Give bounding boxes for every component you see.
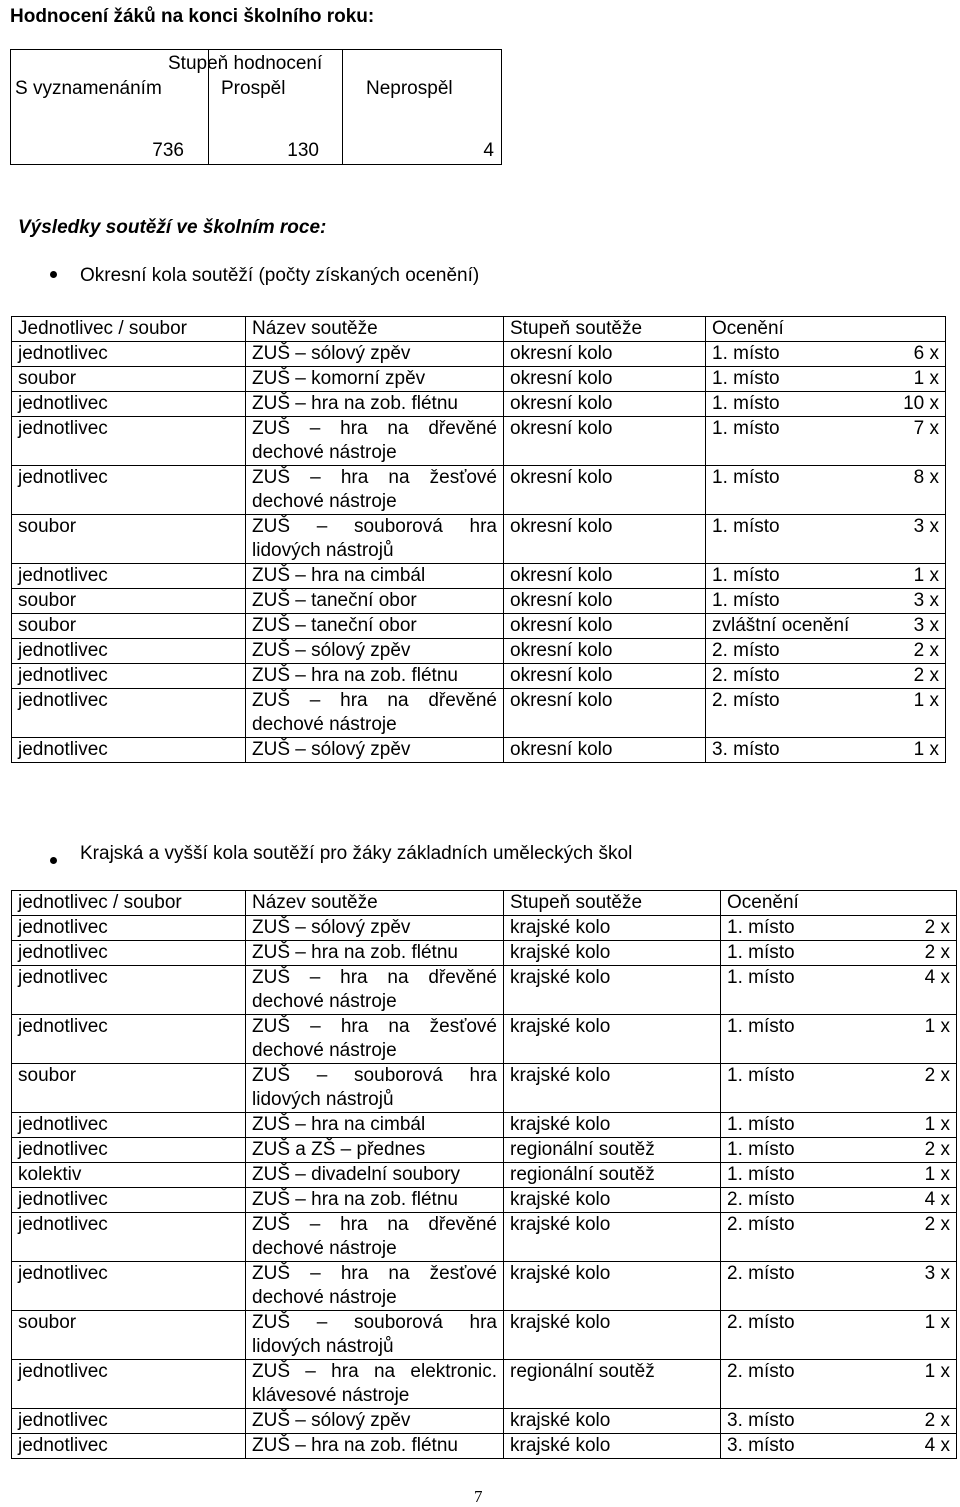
- summary-group-header: Stupeň hodnocení: [168, 53, 323, 74]
- award-count: 2 x: [924, 1410, 950, 1431]
- award-cell: [706, 367, 946, 392]
- bullet-icon: [50, 271, 57, 278]
- award-place: 2. místo: [712, 640, 780, 661]
- table-row: [12, 1113, 957, 1138]
- table-row: [12, 417, 946, 466]
- award-cell: [721, 1360, 957, 1409]
- competition-level-cell: krajské kolo: [504, 1434, 721, 1459]
- participant-type-cell: jednotlivec: [12, 1409, 246, 1434]
- table-row: [12, 1311, 957, 1360]
- table-header-cell: Ocenění: [706, 317, 946, 342]
- award-cell: [721, 1434, 957, 1459]
- competition-name-cell: ZUŠ – hra na žesťové dechové nástroje: [246, 466, 504, 515]
- award-place: 1. místo: [712, 418, 780, 439]
- table-row: [12, 342, 946, 367]
- award-count: 2 x: [913, 665, 939, 686]
- table-row: [12, 941, 957, 966]
- district-competitions-table: [11, 316, 946, 763]
- competition-name-cell: ZUŠ – hra na zob. flétnu: [246, 1188, 504, 1213]
- table-row: [12, 1262, 957, 1311]
- table-row: [12, 367, 946, 392]
- page-number: 7: [474, 1487, 483, 1506]
- competition-level-cell: krajské kolo: [504, 1064, 721, 1113]
- section-heading-grades: Hodnocení žáků na konci školního roku:: [10, 6, 375, 27]
- participant-type-cell: soubor: [12, 1064, 246, 1113]
- competition-name-cell: ZUŠ – sólový zpěv: [246, 916, 504, 941]
- award-count: 1 x: [924, 1114, 950, 1135]
- award-count: 1 x: [924, 1312, 950, 1333]
- award-cell: [721, 1015, 957, 1064]
- competition-name-cell: ZUŠ – sólový zpěv: [246, 1409, 504, 1434]
- table-header-row: [12, 317, 946, 342]
- competition-name-cell: ZUŠ – sólový zpěv: [246, 342, 504, 367]
- table-row: [12, 689, 946, 738]
- award-cell: [706, 639, 946, 664]
- competition-level-cell: regionální soutěž: [504, 1360, 721, 1409]
- competition-level-cell: okresní kolo: [504, 664, 706, 689]
- award-place: 2. místo: [712, 665, 780, 686]
- award-place: 1. místo: [712, 516, 780, 537]
- table-row: [12, 1409, 957, 1434]
- table-header-cell: jednotlivec / soubor: [12, 891, 246, 916]
- table-row: [12, 589, 946, 614]
- award-place: 1. místo: [727, 917, 795, 938]
- competition-level-cell: krajské kolo: [504, 1015, 721, 1064]
- table-row: [12, 639, 946, 664]
- competition-level-cell: krajské kolo: [504, 1188, 721, 1213]
- award-cell: [706, 466, 946, 515]
- participant-type-cell: soubor: [12, 367, 246, 392]
- award-cell: [721, 1138, 957, 1163]
- competition-level-cell: krajské kolo: [504, 941, 721, 966]
- award-cell: [721, 966, 957, 1015]
- award-cell: [706, 738, 946, 763]
- award-cell: [706, 664, 946, 689]
- competition-name-cell: ZUŠ – hra na zob. flétnu: [246, 1434, 504, 1459]
- award-cell: [721, 1262, 957, 1311]
- table-header-cell: Ocenění: [721, 891, 957, 916]
- competition-level-cell: krajské kolo: [504, 1409, 721, 1434]
- competition-level-cell: okresní kolo: [504, 564, 706, 589]
- award-cell: [721, 1163, 957, 1188]
- award-count: 4 x: [924, 1189, 950, 1210]
- participant-type-cell: jednotlivec: [12, 342, 246, 367]
- award-count: 1 x: [913, 739, 939, 760]
- competition-level-cell: okresní kolo: [504, 515, 706, 564]
- award-place: 1. místo: [727, 1065, 795, 1086]
- grades-summary-table: [10, 49, 502, 165]
- award-count: 2 x: [924, 1139, 950, 1160]
- award-cell: [721, 916, 957, 941]
- award-place: 2. místo: [727, 1214, 795, 1235]
- award-place: zvláštní ocenění: [712, 615, 850, 636]
- award-place: 1. místo: [727, 967, 795, 988]
- participant-type-cell: jednotlivec: [12, 417, 246, 466]
- table-row: [12, 916, 957, 941]
- award-cell: [721, 1213, 957, 1262]
- participant-type-cell: jednotlivec: [12, 1213, 246, 1262]
- award-place: 1. místo: [712, 343, 780, 364]
- award-place: 1. místo: [727, 942, 795, 963]
- award-count: 7 x: [913, 418, 939, 439]
- participant-type-cell: jednotlivec: [12, 1360, 246, 1409]
- participant-type-cell: jednotlivec: [12, 916, 246, 941]
- participant-type-cell: jednotlivec: [12, 738, 246, 763]
- participant-type-cell: jednotlivec: [12, 1434, 246, 1459]
- table-row: [12, 1213, 957, 1262]
- competition-level-cell: okresní kolo: [504, 392, 706, 417]
- table-header-row: [12, 891, 957, 916]
- participant-type-cell: jednotlivec: [12, 392, 246, 417]
- competition-name-cell: ZUŠ – taneční obor: [246, 614, 504, 639]
- table-row: [12, 564, 946, 589]
- participant-type-cell: jednotlivec: [12, 941, 246, 966]
- participant-type-cell: soubor: [12, 614, 246, 639]
- competition-name-cell: ZUŠ – hra na cimbál: [246, 1113, 504, 1138]
- summary-col-header: Prospěl: [221, 78, 286, 99]
- award-count: 6 x: [913, 343, 939, 364]
- competition-name-cell: ZUŠ – souborová hra lidových nástrojů: [246, 515, 504, 564]
- competition-level-cell: krajské kolo: [504, 966, 721, 1015]
- participant-type-cell: soubor: [12, 1311, 246, 1360]
- column-divider: [342, 50, 343, 164]
- award-place: 2. místo: [727, 1189, 795, 1210]
- participant-type-cell: soubor: [12, 515, 246, 564]
- award-place: 1. místo: [727, 1164, 795, 1185]
- table-row: [12, 1015, 957, 1064]
- participant-type-cell: jednotlivec: [12, 1262, 246, 1311]
- competition-name-cell: ZUŠ – hra na zob. flétnu: [246, 941, 504, 966]
- award-count: 8 x: [913, 467, 939, 488]
- award-place: 3. místo: [727, 1410, 795, 1431]
- award-count: 3 x: [913, 516, 939, 537]
- competition-level-cell: regionální soutěž: [504, 1163, 721, 1188]
- table-header-cell: Jednotlivec / soubor: [12, 317, 246, 342]
- award-cell: [721, 1064, 957, 1113]
- competition-name-cell: ZUŠ – hra na dřevěné dechové nástroje: [246, 966, 504, 1015]
- competition-name-cell: ZUŠ – hra na dřevěné dechové nástroje: [246, 417, 504, 466]
- competition-name-cell: ZUŠ – hra na dřevěné dechové nástroje: [246, 689, 504, 738]
- table-row: [12, 466, 946, 515]
- competition-name-cell: ZUŠ – sólový zpěv: [246, 738, 504, 763]
- award-cell: [706, 392, 946, 417]
- award-place: 1. místo: [727, 1139, 795, 1160]
- table-row: [12, 1188, 957, 1213]
- participant-type-cell: jednotlivec: [12, 639, 246, 664]
- award-cell: [706, 417, 946, 466]
- award-cell: [721, 1311, 957, 1360]
- column-divider: [501, 50, 502, 164]
- table-header-cell: Stupeň soutěže: [504, 891, 721, 916]
- award-count: 1 x: [924, 1164, 950, 1185]
- award-place: 2. místo: [727, 1263, 795, 1284]
- award-place: 1. místo: [712, 368, 780, 389]
- participant-type-cell: soubor: [12, 589, 246, 614]
- award-count: 1 x: [924, 1361, 950, 1382]
- award-cell: [721, 1188, 957, 1213]
- table-header-cell: Název soutěže: [246, 891, 504, 916]
- competition-name-cell: ZUŠ – hra na žesťové dechové nástroje: [246, 1262, 504, 1311]
- table-row: [12, 392, 946, 417]
- bullet-icon: [50, 857, 57, 864]
- table-row: [12, 966, 957, 1015]
- award-cell: [721, 1113, 957, 1138]
- award-count: 1 x: [924, 1016, 950, 1037]
- competition-name-cell: ZUŠ – divadelní soubory: [246, 1163, 504, 1188]
- summary-col-header: Neprospěl: [366, 78, 453, 99]
- participant-type-cell: jednotlivec: [12, 466, 246, 515]
- competition-name-cell: ZUŠ – taneční obor: [246, 589, 504, 614]
- table-row: [12, 614, 946, 639]
- competition-level-cell: okresní kolo: [504, 466, 706, 515]
- table-row: [12, 664, 946, 689]
- award-place: 1. místo: [727, 1114, 795, 1135]
- award-cell: [721, 941, 957, 966]
- competition-name-cell: ZUŠ – sólový zpěv: [246, 639, 504, 664]
- award-place: 1. místo: [712, 467, 780, 488]
- competition-name-cell: ZUŠ – hra na elektronic. klávesové nástroje: [246, 1360, 504, 1409]
- award-cell: [706, 589, 946, 614]
- competition-level-cell: okresní kolo: [504, 614, 706, 639]
- section-heading-competitions: Výsledky soutěží ve školním roce:: [18, 217, 327, 238]
- participant-type-cell: jednotlivec: [12, 1113, 246, 1138]
- table-row: [12, 738, 946, 763]
- award-place: 3. místo: [727, 1435, 795, 1456]
- table-row: [12, 1064, 957, 1113]
- award-count: 2 x: [924, 1214, 950, 1235]
- award-place: 2. místo: [712, 690, 780, 711]
- summary-col-header: S vyznamenáním: [15, 78, 162, 99]
- award-cell: [706, 689, 946, 738]
- competition-name-cell: ZUŠ – hra na cimbál: [246, 564, 504, 589]
- regional-competitions-table: [11, 890, 957, 1459]
- award-place: 1. místo: [727, 1016, 795, 1037]
- table-header-cell: Stupeň soutěže: [504, 317, 706, 342]
- award-cell: [721, 1409, 957, 1434]
- competition-level-cell: krajské kolo: [504, 1262, 721, 1311]
- competition-name-cell: ZUŠ – hra na žesťové dechové nástroje: [246, 1015, 504, 1064]
- summary-value: 736: [152, 140, 184, 161]
- participant-type-cell: jednotlivec: [12, 1138, 246, 1163]
- competition-level-cell: okresní kolo: [504, 738, 706, 763]
- competition-level-cell: okresní kolo: [504, 342, 706, 367]
- award-count: 3 x: [913, 615, 939, 636]
- competition-level-cell: krajské kolo: [504, 916, 721, 941]
- competition-level-cell: okresní kolo: [504, 367, 706, 392]
- award-cell: [706, 614, 946, 639]
- competition-level-cell: regionální soutěž: [504, 1138, 721, 1163]
- award-count: 4 x: [924, 1435, 950, 1456]
- competition-name-cell: ZUŠ – komorní zpěv: [246, 367, 504, 392]
- participant-type-cell: jednotlivec: [12, 664, 246, 689]
- award-count: 1 x: [913, 690, 939, 711]
- table-row: [12, 515, 946, 564]
- participant-type-cell: jednotlivec: [12, 564, 246, 589]
- award-count: 2 x: [924, 942, 950, 963]
- competition-level-cell: okresní kolo: [504, 639, 706, 664]
- competition-level-cell: krajské kolo: [504, 1113, 721, 1138]
- table-row: [12, 1360, 957, 1409]
- competition-name-cell: ZUŠ – hra na dřevěné dechové nástroje: [246, 1213, 504, 1262]
- award-place: 3. místo: [712, 739, 780, 760]
- award-count: 1 x: [913, 368, 939, 389]
- award-count: 1 x: [913, 565, 939, 586]
- competition-name-cell: ZUŠ a ZŠ – přednes: [246, 1138, 504, 1163]
- summary-value: 4: [483, 140, 494, 161]
- award-count: 3 x: [913, 590, 939, 611]
- participant-type-cell: jednotlivec: [12, 1188, 246, 1213]
- award-cell: [706, 564, 946, 589]
- summary-value: 130: [287, 140, 319, 161]
- competition-name-cell: ZUŠ – hra na zob. flétnu: [246, 392, 504, 417]
- participant-type-cell: kolektiv: [12, 1163, 246, 1188]
- bullet-text-district: Okresní kola soutěží (počty získaných ocenění): [80, 265, 480, 286]
- competition-level-cell: krajské kolo: [504, 1311, 721, 1360]
- table-row: [12, 1138, 957, 1163]
- award-place: 2. místo: [727, 1312, 795, 1333]
- award-place: 2. místo: [727, 1361, 795, 1382]
- award-place: 1. místo: [712, 393, 780, 414]
- competition-level-cell: krajské kolo: [504, 1213, 721, 1262]
- award-count: 4 x: [924, 967, 950, 988]
- participant-type-cell: jednotlivec: [12, 966, 246, 1015]
- competition-name-cell: ZUŠ – souborová hra lidových nástrojů: [246, 1311, 504, 1360]
- participant-type-cell: jednotlivec: [12, 689, 246, 738]
- participant-type-cell: jednotlivec: [12, 1015, 246, 1064]
- table-header-cell: Název soutěže: [246, 317, 504, 342]
- award-place: 1. místo: [712, 590, 780, 611]
- award-count: 2 x: [924, 917, 950, 938]
- award-cell: [706, 342, 946, 367]
- award-count: 2 x: [913, 640, 939, 661]
- competition-level-cell: okresní kolo: [504, 589, 706, 614]
- award-count: 3 x: [924, 1263, 950, 1284]
- competition-level-cell: okresní kolo: [504, 417, 706, 466]
- table-row: [12, 1434, 957, 1459]
- competition-level-cell: okresní kolo: [504, 689, 706, 738]
- award-count: 2 x: [924, 1065, 950, 1086]
- competition-name-cell: ZUŠ – hra na zob. flétnu: [246, 664, 504, 689]
- table-row: [12, 1163, 957, 1188]
- award-place: 1. místo: [712, 565, 780, 586]
- award-cell: [706, 515, 946, 564]
- award-count: 10 x: [903, 393, 939, 414]
- bullet-text-regional: Krajská a vyšší kola soutěží pro žáky základních uměleckých škol: [80, 843, 633, 864]
- competition-name-cell: ZUŠ – souborová hra lidových nástrojů: [246, 1064, 504, 1113]
